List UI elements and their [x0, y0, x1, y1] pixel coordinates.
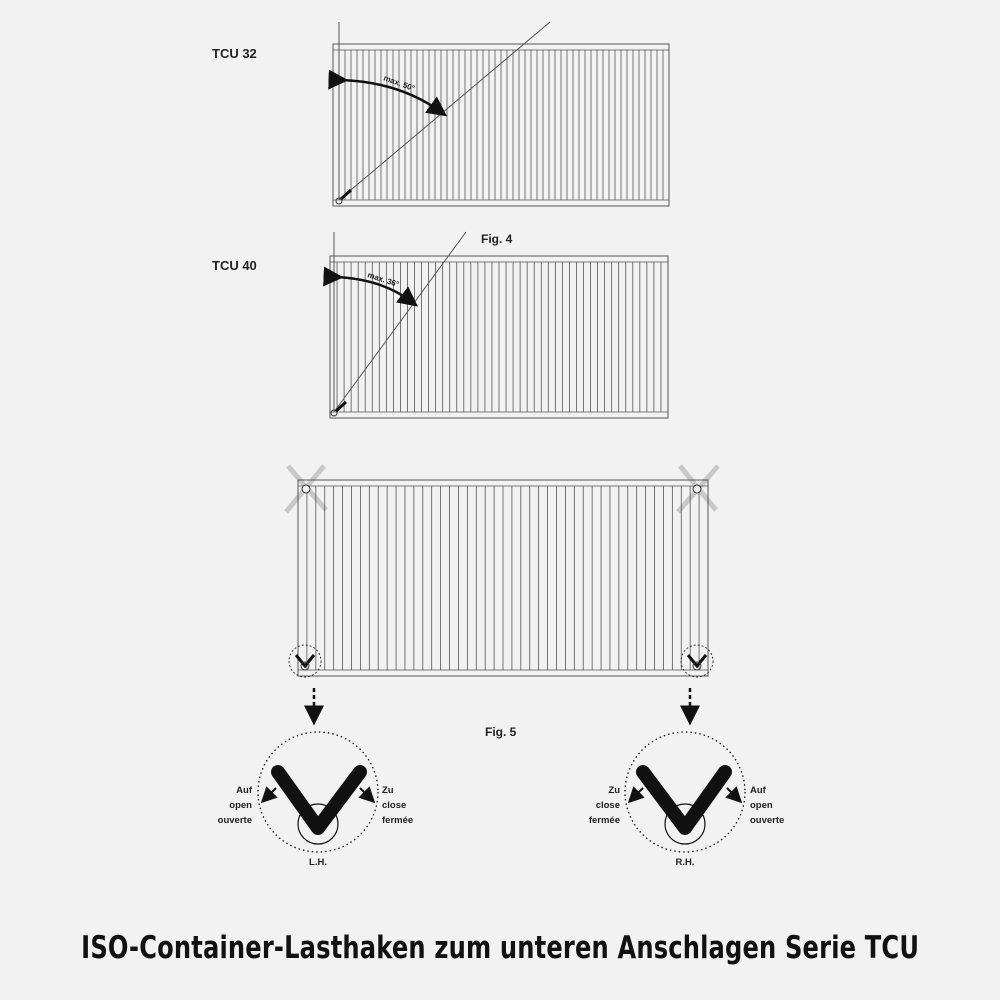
tcu32-container [333, 44, 669, 206]
fig5-caption: Fig. 5 [485, 725, 517, 739]
lh-open-label-de: Auf [236, 785, 252, 796]
lh-open-label-en: open [229, 800, 252, 811]
rh-close-label-fr: fermée [588, 815, 620, 826]
lh-detail [218, 732, 414, 868]
fig4-caption: Fig. 4 [481, 232, 513, 246]
lh-hand-label: L.H. [309, 857, 327, 868]
tcu40-label: TCU 40 [212, 258, 257, 273]
tcu32-hook [341, 190, 351, 199]
lh-close-label-de: Zu [382, 785, 394, 796]
rh-close-arrow [632, 788, 643, 799]
footer-title-bar [0, 918, 1000, 978]
rh-hand-label: R.H. [675, 857, 695, 868]
lh-close-arrow [360, 788, 371, 799]
rh-close-label-de: Zu [608, 785, 620, 796]
tcu40-group [212, 232, 668, 418]
fig5-container [298, 480, 708, 676]
lh-open-arrow [265, 788, 276, 799]
rh-open-label-en: open [750, 800, 773, 811]
tcu40-angle-label: max. 36° [366, 270, 401, 289]
lh-hook-shape [278, 772, 360, 828]
top-right-corner-casting [693, 485, 701, 493]
top-left-corner-casting [302, 485, 310, 493]
lh-open-label-fr: ouverte [217, 815, 252, 826]
lh-close-label-fr: fermée [382, 815, 414, 826]
rh-open-arrow [727, 788, 738, 799]
rh-open-label-fr: ouverte [750, 815, 785, 826]
fig5-container-group [286, 466, 718, 718]
tcu32-sling-line [339, 22, 550, 200]
tcu32-angle-label: max. 50° [382, 73, 416, 94]
rh-hook-shape [643, 772, 725, 828]
tcu32-group [212, 22, 669, 206]
rh-detail [589, 732, 785, 868]
rh-close-label-en: close [595, 800, 620, 811]
lh-close-label-en: close [382, 800, 407, 811]
tcu40-sling-line [334, 232, 466, 412]
tcu32-label: TCU 32 [212, 46, 257, 61]
rh-open-label-de: Auf [750, 785, 766, 796]
footer-title: ISO-Container-Lasthaken zum unteren Anschlagen Serie TCU [81, 930, 919, 966]
